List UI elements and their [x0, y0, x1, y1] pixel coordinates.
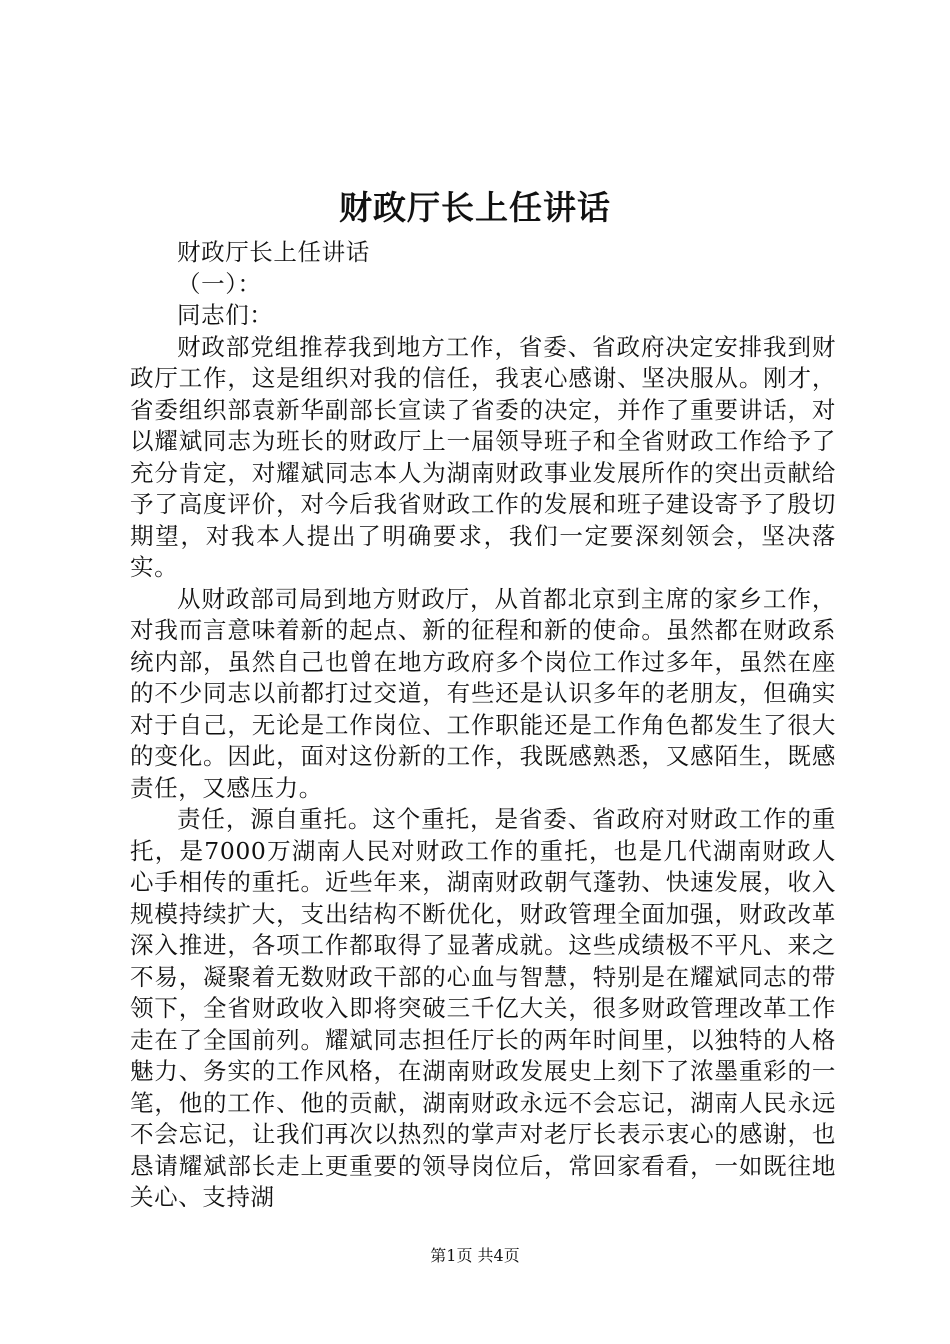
section-marker: （一）：: [177, 269, 262, 298]
salutation: 同志们：: [177, 301, 274, 329]
document-body: [130, 237, 836, 1214]
subtitle-line: 财政厅长上任讲话: [177, 238, 370, 266]
paragraph: 从财政部司局到地方财政厅，从首都北京到主席的家乡工作，对我而言意味着新的起点、新的征程和新的使命。虽然都在财政系统内部，虽然自己也曾在地方政府多个岗位工作过多年，虽然在座的不少同志以前都打过交道，有些还是认识多年的老朋友，但确实对于自己，无论是工作岗位、工作职能还是工作角色都发生了很大的变化。因此，面对这份新的工作，我既感熟悉，又感陌生，既感责任，又感压力。: [130, 584, 836, 802]
document-title: 财政厅长上任讲话: [339, 188, 611, 227]
page-footer: 第1页 共4页: [430, 1246, 520, 1265]
paragraph: 财政部党组推荐我到地方工作，省委、省政府决定安排我到财政厅工作，这是组织对我的信任，我衷心感谢、坚决服从。刚才，省委组织部袁新华副部长宣读了省委的决定，并作了重要讲话，对以耀斌同志为班长的财政厅上一届领导班子和全省财政工作给予了充分肯定，对耀斌同志本人为湖南财政事业发展所作的突出贡献给予了高度评价，对今后我省财政工作的发展和班子建设寄予了殷切期望，对我本人提出了明确要求，我们一定要深刻领会，坚决落实。: [130, 332, 836, 581]
paragraph: 责任，源自重托。这个重托，是省委、省政府对财政工作的重托，是7000万湖南人民对财政工作的重托，也是几代湖南财政人心手相传的重托。近些年来，湖南财政朝气蓬勃、快速发展，收入规模持续扩大，支出结构不断优化，财政管理全面加强，财政改革深入推进，各项工作都取得了显著成就。这些成绩极不平凡、来之不易，凝聚着无数财政干部的心血与智慧，特别是在耀斌同志的带领下，全省财政收入即将突破三千亿大关，很多财政管理改革工作走在了全国前列。耀斌同志担任厅长的两年时间里，以独特的人格魅力、务实的工作风格，在湖南财政发展史上刻下了浓墨重彩的一笔，他的工作、他的贡献，湖南财政永远不会忘记，湖南人民永远不会忘记，让我们再次以热烈的掌声对老厅长表示衷心的感谢，也恳请耀斌部长走上更重要的领导岗位后，常回家看看，一如既往地关心、支持湖: [130, 805, 836, 1211]
